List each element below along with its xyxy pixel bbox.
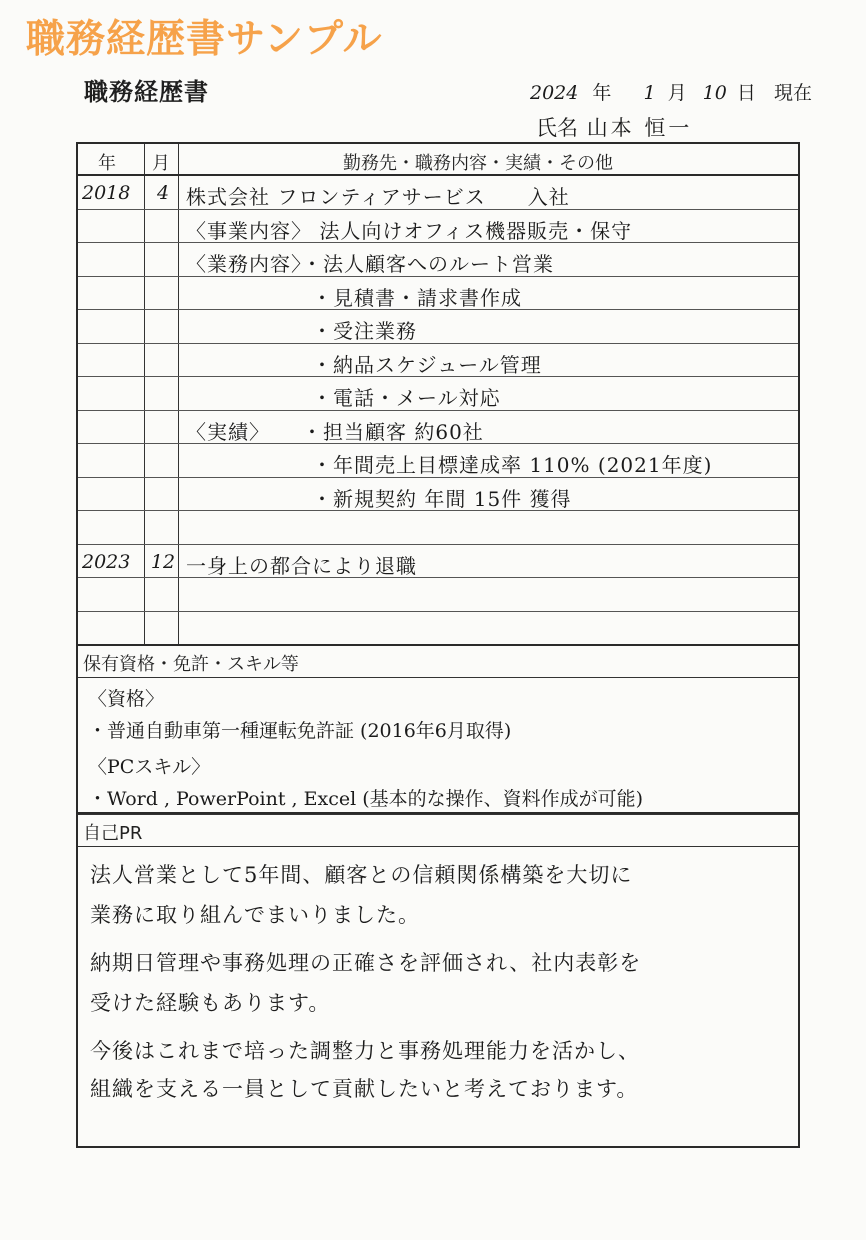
- table-row: [78, 277, 798, 311]
- table-row: [78, 377, 798, 411]
- header-month: 月: [152, 153, 170, 174]
- date-year-unit: 年: [592, 82, 612, 104]
- pr-line: 今後はこれまで培った調整力と事務処理能力を活かし、: [90, 1039, 640, 1063]
- row-content: ・納品スケジュール管理: [186, 352, 542, 377]
- self-pr-section: [76, 814, 800, 1148]
- table-row: [78, 511, 798, 545]
- row-content: ・受注業務: [186, 319, 417, 343]
- date-day-unit: 日: [736, 82, 756, 104]
- document-title: 職務経歴書: [84, 78, 209, 106]
- date-month: 1: [643, 82, 656, 104]
- row-month: 4: [156, 182, 170, 204]
- table-row: [78, 243, 798, 277]
- qualifications-header-label: 保有資格・免許・スキル等: [83, 654, 299, 675]
- self-pr-header-label: 自己PR: [83, 823, 143, 844]
- qualifications-header: [78, 646, 798, 678]
- pr-line: 組織を支える一員として貢献したいと考えております。: [90, 1077, 639, 1101]
- table-row: [78, 612, 798, 646]
- work-history-table: [76, 142, 800, 646]
- table-row: [78, 344, 798, 378]
- header-content: 勤務先・職務内容・実績・その他: [343, 153, 613, 174]
- history-header: [78, 144, 798, 176]
- table-row: [78, 411, 798, 445]
- banner-title: 職務経歴書サンプル: [26, 17, 383, 62]
- date-year: 2024: [530, 82, 579, 104]
- table-row: [78, 210, 798, 244]
- self-pr-header: [78, 815, 798, 847]
- table-row: [78, 444, 798, 478]
- qualification-line: ・普通自動車第一種運転免許証 (2016年6月取得): [88, 720, 512, 742]
- date-day: 10: [702, 82, 727, 104]
- qualifications-section: [76, 646, 800, 814]
- row-month: 12: [150, 550, 176, 573]
- row-content: 〈実績〉 ・担当顧客 約60社: [186, 419, 484, 444]
- qualification-line: 〈資格〉: [88, 688, 165, 710]
- table-row: [78, 545, 798, 579]
- row-content: ・新規契約 年間 15件 獲得: [186, 486, 572, 511]
- pr-line: 法人営業として5年間、顧客との信頼関係構築を大切に: [90, 863, 633, 887]
- row-content: 株式会社 フロンティアサービス 入社: [186, 185, 570, 209]
- row-year: 2023: [82, 550, 131, 573]
- row-content: 一身上の都合により退職: [186, 553, 417, 578]
- date-suffix: 現在: [773, 82, 812, 104]
- row-year: 2018: [82, 182, 131, 204]
- qualification-line: ・Word , PowerPoint , Excel (基本的な操作、資料作成が可能): [88, 788, 644, 810]
- table-row: [78, 310, 798, 344]
- table-row: [78, 578, 798, 612]
- row-content: ・見積書・請求書作成: [186, 285, 522, 310]
- pr-line: 受けた経験もあります。: [90, 991, 331, 1015]
- name-line: [536, 112, 692, 142]
- name-value: 山本 恒一: [586, 116, 693, 140]
- name-label: 氏名: [536, 116, 578, 140]
- pr-line: 業務に取り組んでまいりました。: [90, 903, 420, 927]
- row-content: 〈業務内容〉・法人顧客へのルート営業: [186, 252, 554, 276]
- row-content: ・年間売上目標達成率 110% (2021年度): [186, 453, 713, 477]
- date-month-unit: 月: [667, 82, 687, 104]
- pr-line: 納期日管理や事務処理の正確さを評価され、社内表彰を: [90, 951, 642, 975]
- row-content: 〈事業内容〉 法人向けオフィス機器販売・保守: [186, 218, 633, 243]
- header-year: 年: [98, 153, 116, 174]
- row-content: ・電話・メール対応: [186, 386, 501, 410]
- table-row: [78, 478, 798, 512]
- qualification-line: 〈PCスキル〉: [88, 756, 211, 778]
- date-line: [530, 78, 812, 105]
- table-row: [78, 176, 798, 210]
